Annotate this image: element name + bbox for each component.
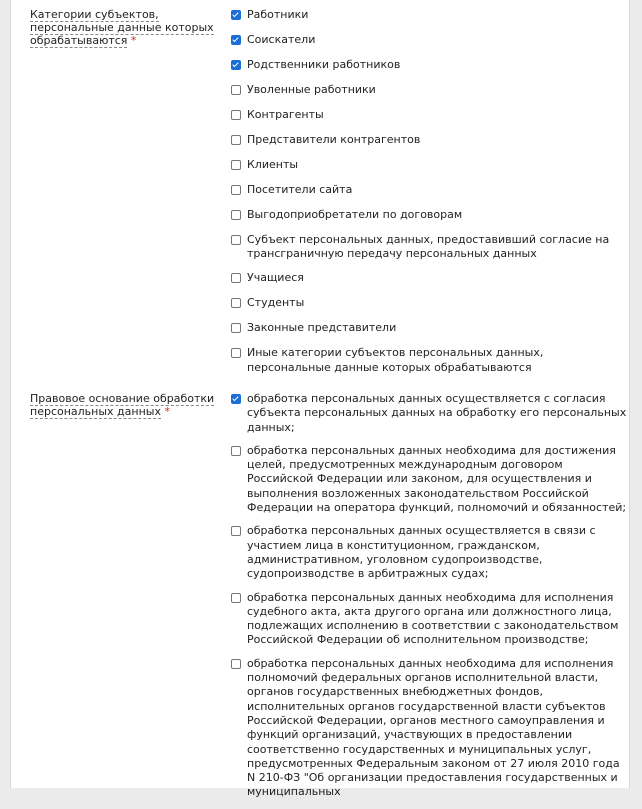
subject-option-applicants[interactable] [231, 33, 629, 47]
legal-option-court-proceedings[interactable] [231, 524, 629, 581]
subject-option-cross-border[interactable] [231, 233, 629, 262]
option-label: Контрагенты [247, 107, 324, 121]
subject-option-students[interactable] [231, 296, 629, 310]
checkbox[interactable] [231, 273, 241, 283]
subject-option-beneficiaries[interactable] [231, 208, 629, 222]
legal-option-consent[interactable] [231, 392, 629, 435]
option-label: Работники [247, 8, 309, 21]
subjects-label-text: Категории субъектов, персональные данные которых обрабатываются [30, 8, 214, 47]
checkbox[interactable] [231, 60, 241, 70]
checkbox[interactable] [231, 160, 241, 170]
legal-option-international-treaty[interactable] [231, 444, 629, 515]
legal-basis-label [11, 392, 231, 809]
option-label: обработка персональных данных осуществляется с согласия субъекта персональных данных на обработку его персональных данных; [247, 392, 627, 434]
required-mark: * [130, 34, 137, 47]
option-label: Студенты [247, 296, 305, 310]
option-label: Клиенты [247, 157, 299, 171]
subject-option-legal-reps[interactable] [231, 321, 629, 335]
checkbox[interactable] [231, 526, 241, 536]
checkbox[interactable] [231, 348, 241, 358]
checkbox[interactable] [231, 135, 241, 145]
legal-option-judicial-act[interactable] [231, 591, 629, 648]
checkbox[interactable] [231, 593, 241, 603]
checkbox[interactable] [231, 446, 241, 456]
option-label: обработка персональных данных необходима для исполнения судебного акта, акта другого органа или должностного лица, подлежащих исполнению в соответствии с законодательством Российской Федерации об исполнительном производстве; [247, 590, 619, 647]
option-label: Законные представители [247, 321, 397, 335]
option-label: Родственники работников [247, 57, 401, 71]
option-label: Соискатели [247, 32, 316, 46]
legal-basis-label-text: Правовое основание обработки персональных данных [30, 392, 215, 418]
subject-option-other[interactable] [231, 346, 629, 375]
checkbox[interactable] [231, 110, 241, 120]
subject-option-counterparties[interactable] [231, 108, 629, 122]
option-label: Субъект персональных данных, предоставивший согласие на трансграничную передачу персональных данных [247, 232, 610, 261]
option-label: Учащиеся [247, 271, 304, 285]
subject-option-clients[interactable] [231, 158, 629, 172]
subject-option-site-visitors[interactable] [231, 183, 629, 197]
subjects-label [11, 8, 231, 385]
checkbox[interactable] [231, 85, 241, 95]
subject-option-relatives[interactable] [231, 58, 629, 72]
option-label: Посетители сайта [247, 182, 353, 196]
subject-option-pupils[interactable] [231, 271, 629, 285]
option-label: обработка персональных данных необходима для исполнения полномочий федеральных органов исполнительной власти, органов государственных внебюджетных фондов, исполнительных органов государственной власти субъектов Российской Федерации, органов местного самоуправления и функций организаций, участвующих в предоставлении соответственно государственных и муниципальных услуг, предусмотренных Федеральным законом от 27 июля 2010 года N 210-ФЗ "Об организации предоставления государственных и муниципальных [247, 656, 620, 799]
checkbox[interactable] [231, 298, 241, 308]
checkbox[interactable] [231, 10, 241, 20]
option-label: Иные категории субъектов персональных данных, персональные данные которых обрабатываются [247, 346, 544, 374]
checkbox[interactable] [231, 659, 241, 669]
subjects-options [231, 8, 629, 385]
legal-basis-options [231, 392, 629, 809]
form-panel [10, 0, 630, 799]
checkbox[interactable] [231, 323, 241, 333]
option-label: обработка персональных данных необходима для достижения целей, предусмотренных международным договором Российской Федерации или законом, для осуществления и выполнения возложенных законодательством Российской Федерации на оператора функций, полномочий и обязанностей; [247, 443, 627, 515]
checkbox[interactable] [231, 35, 241, 45]
subject-option-dismissed[interactable] [231, 83, 629, 97]
checkbox[interactable] [231, 185, 241, 195]
checkbox[interactable] [231, 394, 241, 404]
option-label: Представители контрагентов [247, 132, 421, 146]
option-label: Выгодоприобретатели по договорам [247, 207, 463, 221]
legal-option-authorities[interactable] [231, 657, 629, 800]
checkbox[interactable] [231, 210, 241, 220]
subjects-section [11, 8, 629, 385]
option-label: Уволенные работники [247, 82, 376, 96]
option-label: обработка персональных данных осуществляется в связи с участием лица в конституционном, гражданском, административном, уголовном судопроизводстве, судопроизводстве в арбитражных судах; [247, 524, 596, 581]
required-mark: * [164, 405, 170, 418]
legal-basis-section [11, 392, 629, 809]
subject-option-workers[interactable] [231, 8, 629, 22]
subject-option-counterparty-reps[interactable] [231, 133, 629, 147]
checkbox[interactable] [231, 235, 241, 245]
